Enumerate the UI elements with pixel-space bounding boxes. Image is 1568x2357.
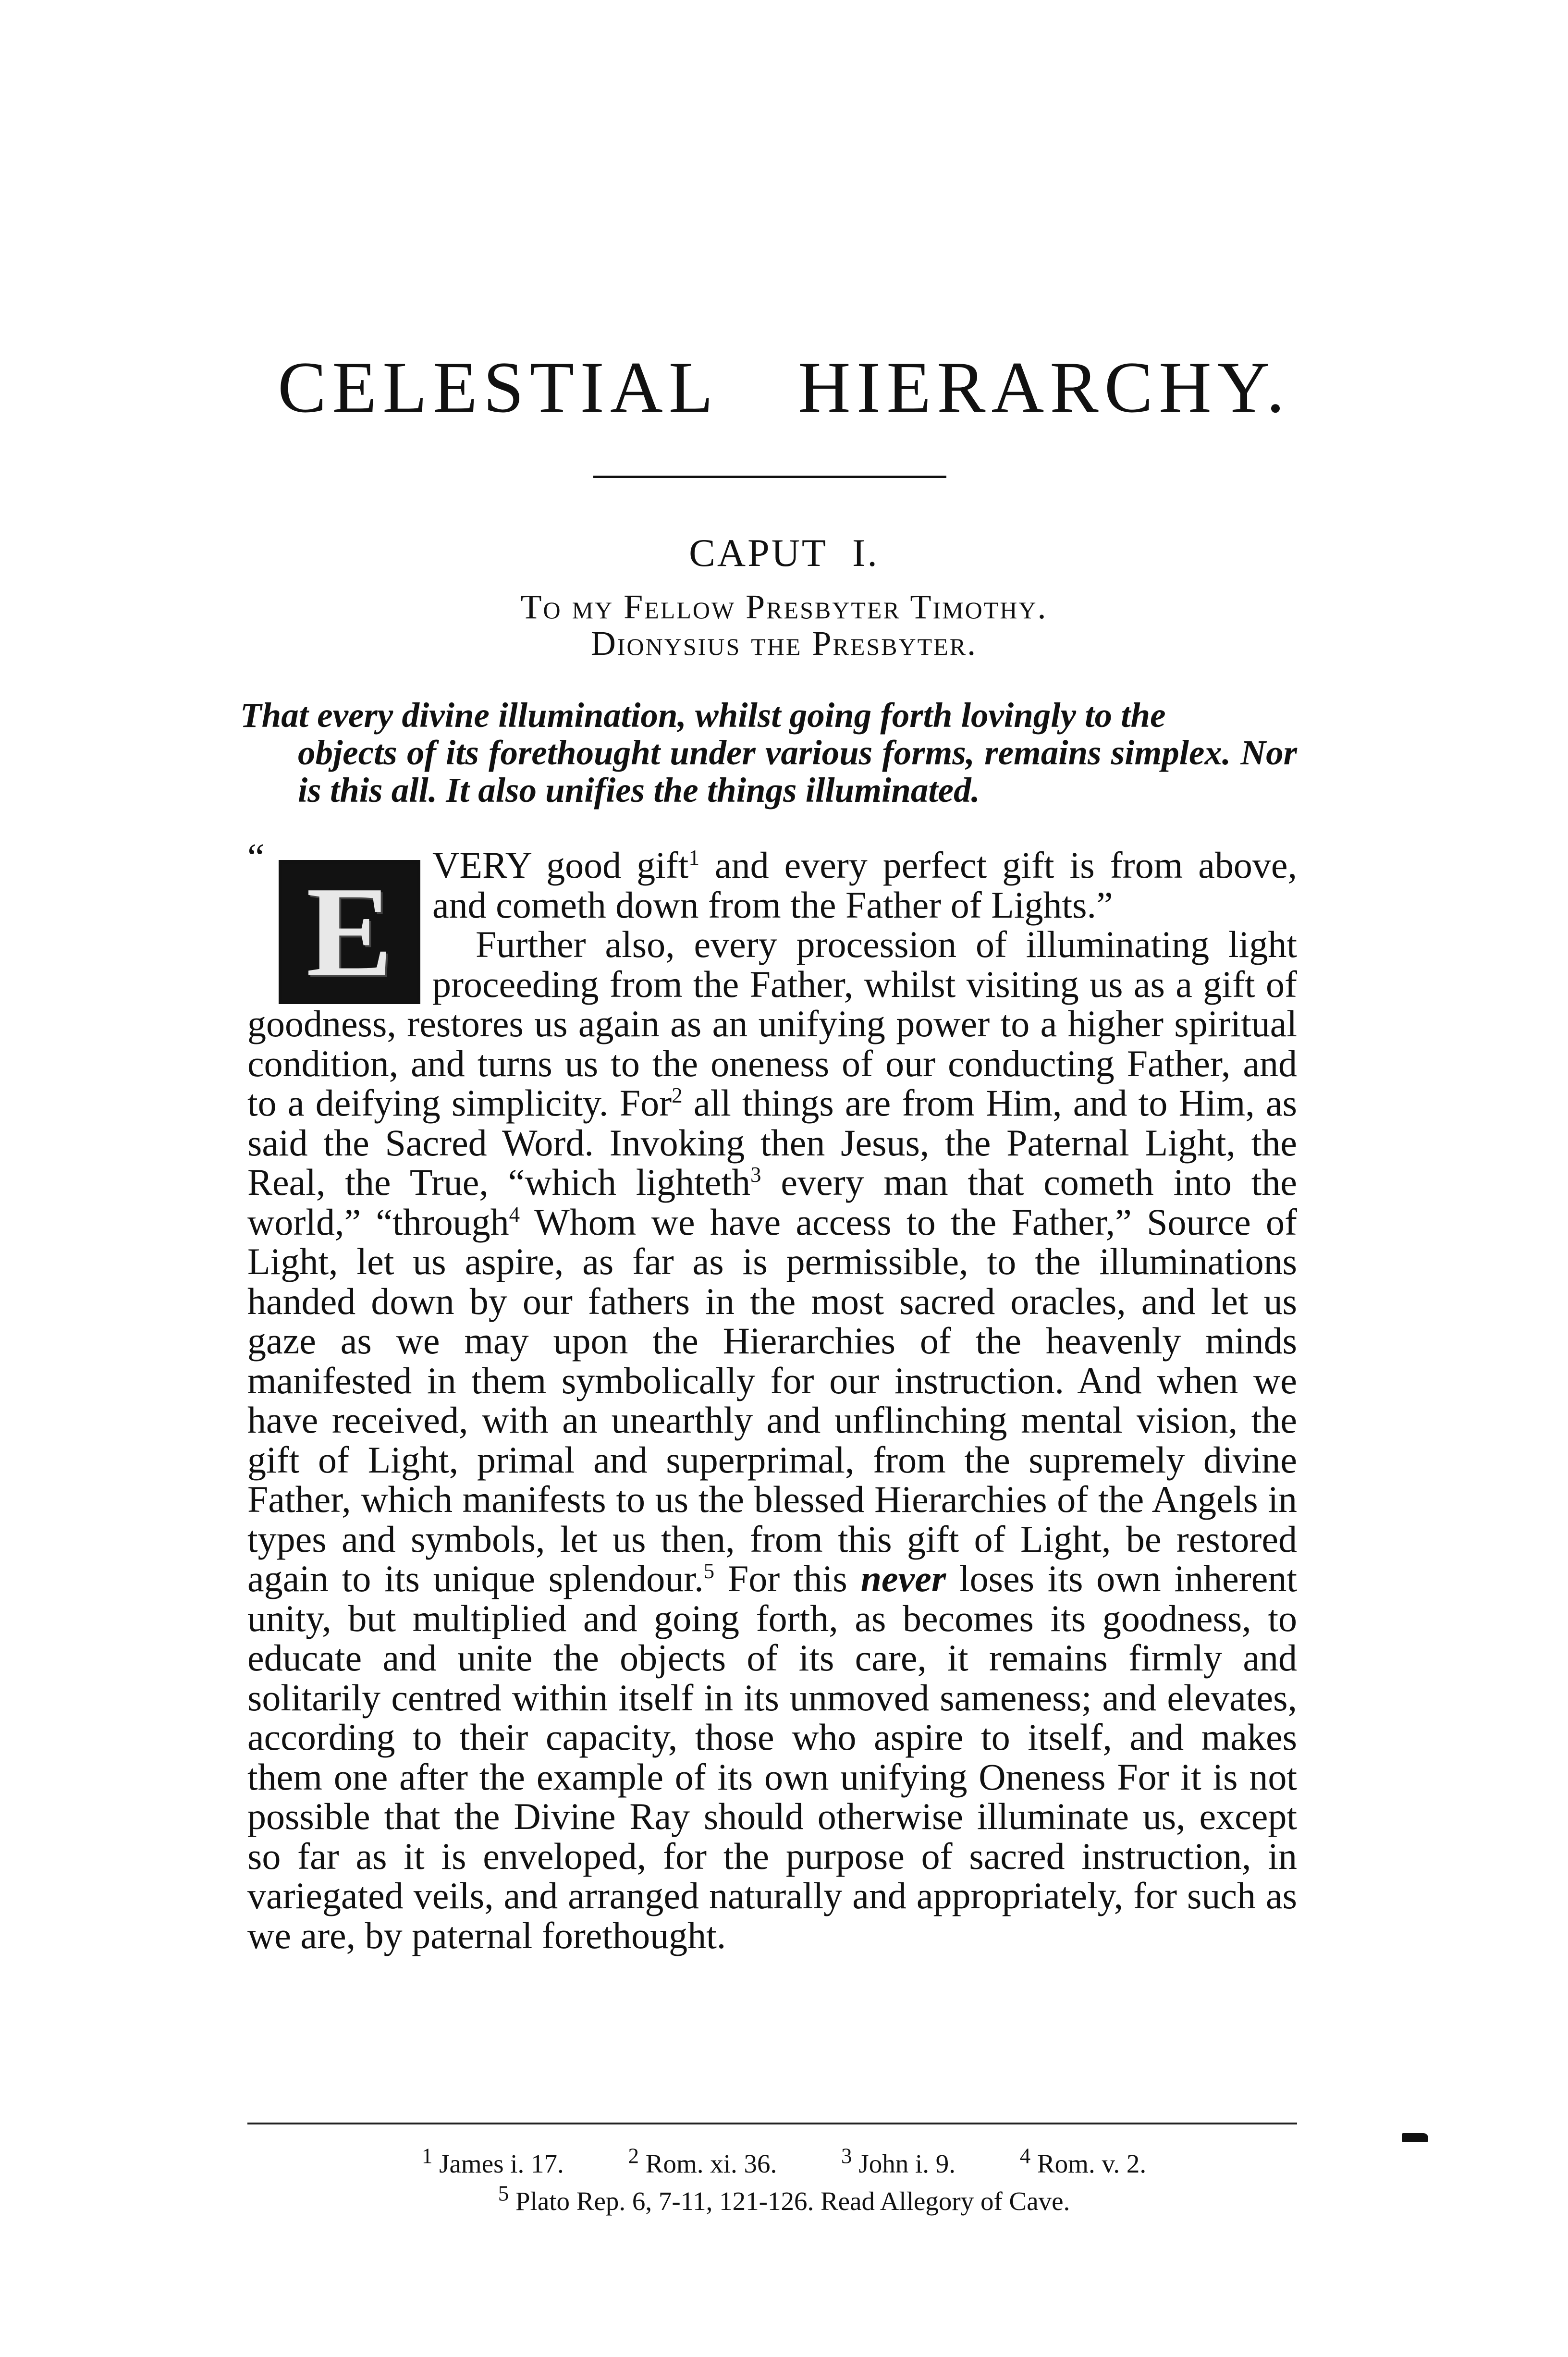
body-text-segment: For bbox=[608, 1082, 672, 1124]
footnote-row bbox=[0, 2183, 1568, 2220]
footnote-ref: 4 bbox=[509, 1202, 520, 1227]
footnote-divider bbox=[247, 2123, 1297, 2124]
footnote-3: $^3$ John i. 9. bbox=[841, 2144, 956, 2178]
argument-first-line: That every divine illumination, whilst going forth lovingly to the bbox=[240, 696, 1166, 735]
footnote-row bbox=[0, 2145, 1568, 2183]
argument-continuation: objects of its forethought under various forms, remains simplex. Nor is this all. It also unifies the things illuminated. bbox=[298, 733, 1297, 810]
body-text bbox=[247, 846, 1297, 1955]
chapter-argument bbox=[240, 697, 1297, 809]
initial-letter: E bbox=[306, 860, 393, 1004]
catchword-mark bbox=[1402, 2133, 1428, 2142]
body-text-segment: and every perfect gift is from above, and cometh down from the Father of Lights.” bbox=[432, 844, 1297, 926]
body-text-segment: every man that cometh into the world,” “through bbox=[247, 1161, 1297, 1243]
footnotes bbox=[0, 2145, 1568, 2220]
footnote-4: $^4$ Rom. v. 2. bbox=[1019, 2144, 1147, 2178]
dedication-author: Dionysius the Presbyter. bbox=[590, 624, 978, 663]
footnote-ref: 5 bbox=[703, 1559, 715, 1583]
footnote-ref: 1 bbox=[688, 846, 699, 870]
opening-quote-mark: “ bbox=[247, 836, 265, 879]
page-title: CELESTIAL HIERARCHY. bbox=[278, 347, 1290, 428]
body-text-segment: Whom we have access to the Father,” Source of Light, let us aspire, as far as is permissible, to the illuminations handed down by our fathers in the most sacred oracles, and let us gaze as we may upon the Hierarchies of the heavenly minds manifested in them symbolically for our instruction. And when we have received, with an unearthly and unflinching mental vision, the gift of Light, primal and superprimal, from the supremely divine Father, which manifests to us the blessed Hierarchies of the Angels in types and symbols, let us then, from this gift of Light, be restored again to its unique splendour. bbox=[247, 1201, 1297, 1599]
body-text-segment: all things are from Him, and to Him, as said the Sacred Word. Invoking then Jesus, the Paternal Light, the Real, the True, “which lighteth bbox=[247, 1082, 1297, 1203]
dropcap-spacer bbox=[247, 846, 432, 1002]
chapter-heading: CAPUT I. bbox=[689, 531, 879, 575]
footnote-5: $^5$ Plato Rep. 6, 7-11, 121-126. Read Allegory of Cave. bbox=[498, 2181, 1070, 2216]
footnote-ref: 3 bbox=[750, 1163, 761, 1187]
dedication-recipient: To my Fellow Presbyter Timothy. bbox=[520, 588, 1048, 626]
footnote-1: $^1$ James i. 17. bbox=[421, 2144, 564, 2178]
footnote-ref: 2 bbox=[672, 1083, 683, 1107]
body-opening-words: VERY good gift bbox=[432, 844, 689, 886]
body-text-segment: For this bbox=[714, 1558, 861, 1599]
footnote-2: $^2$ Rom. xi. 36. bbox=[628, 2144, 777, 2178]
italic-word: never bbox=[860, 1558, 946, 1599]
body-text-segment: loses its own inherent unity, but multiplied and going forth, as becomes its goodness, to educate and unite the objects of its care, it remains firmly and solitarily centred within itself in its unmoved sameness; and elevates, according to their capacity, those who aspire to itself, and makes them one after the example of its own unifying Oneness For it is not possible that the Divine Ray should otherwise illuminate us, except so far as it is enveloped, for the purpose of sacred instruction, in variegated veils, and arranged naturally and appropriately, for such as we are, by paternal forethought. bbox=[247, 1558, 1297, 1956]
body-text-segment: Further also, every procession of illuminating light proceeding from the Father, whilst visiting us as a gift of goodness, restores us again as an unifying power to a higher spiritual condition, and turns us to the oneness of our conducting Father, and to a deifying simplicity. bbox=[247, 923, 1297, 1124]
dedication bbox=[0, 589, 1568, 662]
title-divider bbox=[593, 476, 946, 478]
